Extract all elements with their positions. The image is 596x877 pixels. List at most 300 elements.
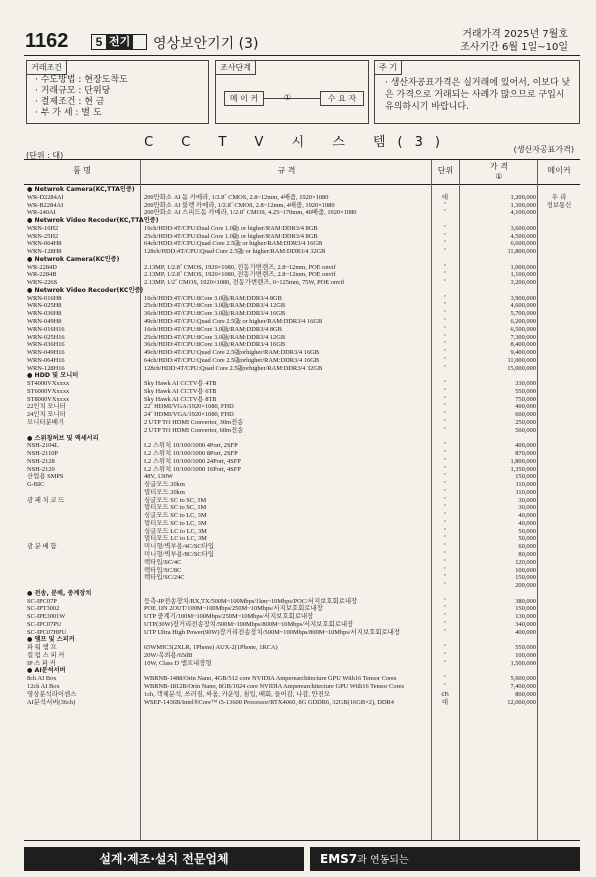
item-unit: ″ <box>443 596 447 605</box>
item-price: 8,400,000 <box>510 341 536 349</box>
condition-item: · 수도방법 : 현장도착도 <box>35 75 128 85</box>
item-price: 11,800,000 <box>507 248 536 256</box>
table-row <box>24 225 580 233</box>
table-row <box>24 613 580 621</box>
publication-issue: 거래가격 2025년 7월호 <box>462 29 568 40</box>
table-row <box>24 699 580 707</box>
item-spec: 싱글모드 20km <box>144 481 185 489</box>
item-price: 110,000 <box>515 488 536 496</box>
item-spec: UTP Ultra High Power(90W)장거리전송장치/500M~100Mbps/800M~10Mbps/서지보호회로내장 <box>144 628 401 636</box>
table-row <box>24 388 580 396</box>
item-name: WRN-016H16 <box>27 325 65 333</box>
item-spec: 2.13MP, 1/2.8˝ CMOS, 1920×1080, 전동가변렌즈, 2.8~12mm, POE onvif <box>144 263 336 271</box>
item-unit: ″ <box>443 262 447 271</box>
item-unit: ″ <box>443 402 447 411</box>
table-row <box>24 512 580 520</box>
table-section-row <box>24 435 580 443</box>
item-unit: ″ <box>443 503 447 512</box>
table-row <box>24 442 580 450</box>
item-spec: 64ch/HDD:4T/CPU:Quad Core 2.5㎓orhigher/RAM:DDR3/4 16GB <box>144 356 320 364</box>
item-spec: 멀티모드 SC to SC, 3M <box>144 504 207 512</box>
ad-ems7-rest: 과 연동되는 <box>357 855 409 866</box>
item-unit: ″ <box>443 526 447 535</box>
item-spec: 싱글모드 LC to LC, 3M <box>144 527 207 535</box>
item-price: 870,000 <box>515 450 536 458</box>
item-price: 3,200,000 <box>510 279 536 287</box>
section-heading: ● Netwrok Video Recoder(KC인증) <box>27 286 144 294</box>
stage-supplier: 메 이 커 <box>224 91 264 106</box>
item-price: 1,500,000 <box>510 659 536 667</box>
item-price: 400,000 <box>515 628 536 636</box>
item-unit: ″ <box>443 363 447 372</box>
table-row <box>24 481 580 489</box>
item-price: 130,000 <box>515 613 536 621</box>
table-row <box>24 450 580 458</box>
item-price: 250,000 <box>515 418 536 426</box>
item-spec: POE 1IN 2OUT/100M~100Mbps/250M~10Mbps/서지보호회로내장 <box>144 605 323 613</box>
item-name: 8ch AI Box <box>27 675 57 683</box>
item-price: 15,000,000 <box>507 364 536 372</box>
item-unit: ″ <box>443 231 447 240</box>
col-price-marker: ① <box>495 172 503 181</box>
item-unit: ″ <box>443 379 447 388</box>
stage-marker: ① <box>284 93 292 102</box>
item-name: 12ch AI Box <box>27 683 60 690</box>
item-spec: 10W, Class D 앰프내장형 <box>144 659 212 667</box>
item-unit: ″ <box>443 309 447 318</box>
item-unit: ″ <box>443 456 447 465</box>
item-price: 400,000 <box>515 442 536 450</box>
table-row <box>24 365 580 373</box>
item-unit: ″ <box>443 464 447 473</box>
item-unit: ″ <box>443 581 447 590</box>
item-unit: ″ <box>443 480 447 489</box>
item-spec: 128ch/HDD:4T/CPU:Quad Core 2.5㎓orhigher/RAM:DDR3/4 32GB <box>144 364 323 372</box>
item-price: 750,000 <box>515 395 536 403</box>
item-name: 컬 럼 스 피 커 <box>27 651 65 659</box>
item-name: NSH-2128 <box>27 457 55 465</box>
item-unit: ″ <box>443 425 447 434</box>
item-name: WR-240AI <box>27 209 56 217</box>
item-unit: ″ <box>443 472 447 481</box>
survey-stage-box <box>215 60 369 124</box>
condition-item: · 부 가 세 : 별 도 <box>35 108 102 118</box>
page-header <box>0 0 596 58</box>
item-spec: UTP(30W)장거리전송장치/500M~100Mbps/800M~10Mbps/서지보호회로내장 <box>144 620 354 628</box>
note-text: · 생산자공표가격은 실거래에 있어서, 이보다 낮은 가격으로 거래되는 사례가 많으므로 구입시 유의하시기 바랍니다. <box>385 78 571 112</box>
item-price: 340,000 <box>515 620 536 628</box>
table-row <box>24 652 580 660</box>
table-row <box>24 466 580 474</box>
item-spec: L2 스위치 10/100/1000 24Port, 4SFP <box>144 457 241 465</box>
item-name: WRN-016H8 <box>27 294 62 302</box>
table-row <box>24 419 580 427</box>
item-unit: ″ <box>443 348 447 357</box>
section-heading: ● 스위칭허브 및 액세서리 <box>27 434 99 442</box>
item-name: ST4000VXxxxx <box>27 380 70 388</box>
item-unit: 대 <box>441 697 449 706</box>
table-section-row <box>24 590 580 598</box>
item-spec: 200만화소 AI 스피드돔 카메라, 1/2.8˝ CMOS, 4.25~170mm, 40배줌, 1920×1080 <box>144 209 357 217</box>
source-label: (생산자공표가격) <box>513 145 574 154</box>
item-maker: 우 리 <box>551 192 567 201</box>
item-unit: ″ <box>443 317 447 326</box>
table-row <box>24 427 580 435</box>
item-name: SC-IPE3001W <box>27 613 66 621</box>
item-unit: ″ <box>443 293 447 302</box>
ad-headline: 설계·제조·설치 전문업체 <box>99 852 229 866</box>
item-name: WRN-064H8 <box>27 240 62 248</box>
item-name: 파 워 앰 프 <box>27 644 57 652</box>
table-row <box>24 302 580 310</box>
item-price: 600,000 <box>515 411 536 419</box>
item-spec: WBRNB-1812B/Orin Nano, 8GB/1024 core NVIDIA Amperearchitecture GPU With16 Tensor Cores <box>144 683 404 690</box>
item-spec: 48V, 130W <box>144 473 173 481</box>
item-spec: 16ch/HDD:4T/CPU:8Core 3.0㎓/RAM:DDR3/4 8GB <box>144 325 282 333</box>
item-spec: L2 스위치 10/100/1000 8Port, 2SFP <box>144 450 238 458</box>
table-row <box>24 574 580 582</box>
item-unit: ″ <box>443 565 447 574</box>
table-row <box>24 248 580 256</box>
item-price: 3,600,000 <box>510 224 536 232</box>
item-price: 11,000,000 <box>507 356 536 364</box>
item-name: WRN-064H16 <box>27 356 65 364</box>
item-name: SC-IPC07PU <box>27 620 62 628</box>
table-row <box>24 310 580 318</box>
item-price: 9,400,000 <box>510 349 536 357</box>
item-unit: ″ <box>443 487 447 496</box>
ad-ems7-brand: EMS7 <box>320 852 358 866</box>
item-unit: ″ <box>443 247 447 256</box>
section-heading: ● 전송, 분배, 중계장치 <box>27 589 92 597</box>
survey-stage-tab: 조사단계 <box>216 61 256 75</box>
item-unit: ″ <box>443 208 447 217</box>
item-name: WR-2284B <box>27 271 57 279</box>
item-price: 3,900,000 <box>510 294 536 302</box>
price-table <box>24 159 580 841</box>
col-name-header: 품 명 <box>73 166 91 175</box>
table-row <box>24 194 580 202</box>
table-row <box>24 551 580 559</box>
item-spec: Sky Hawk AI CCTV용 6TB <box>144 387 217 395</box>
table-section-row <box>24 372 580 380</box>
item-spec: 1ch, 객체분석, 쓰러짐, 싸움, 카운팅, 침입, 배회, 들어감, 나감, 안전모 <box>144 690 331 698</box>
item-unit: ″ <box>443 619 447 628</box>
table-section-row <box>24 287 580 295</box>
item-name: 24인치 모니터 <box>27 411 66 419</box>
item-spec: 멀티모드 20km <box>144 488 185 496</box>
item-name: NSH-2104L <box>27 442 59 450</box>
item-spec: 128ch/HDD:4T/CPU:Quad Core 2.5㎓ or higher/RAM:DDR3/4 32GB <box>144 248 326 256</box>
item-unit: ″ <box>443 386 447 395</box>
table-row <box>24 683 580 691</box>
unit-label: (단위 : 대) <box>26 151 64 160</box>
table-row <box>24 318 580 326</box>
item-name: WRN-049H8 <box>27 318 62 326</box>
item-price: 330,000 <box>515 380 536 388</box>
item-unit: ″ <box>443 239 447 248</box>
item-unit: ″ <box>443 674 447 683</box>
item-name: WRN-25H2 <box>27 232 59 240</box>
item-name: NSH-2120 <box>27 465 55 473</box>
item-spec: 65WMIC3(2XLR, 1Phone) AUX-2(1Phone, 1RCA) <box>144 644 278 652</box>
item-name: WRN-128H8 <box>27 248 62 256</box>
item-unit: ″ <box>443 410 447 419</box>
item-unit: ″ <box>443 301 447 310</box>
item-price: 40,000 <box>518 512 536 520</box>
item-price: 50,000 <box>518 535 536 543</box>
item-spec: 25ch/HDD:4T/CPU:8Core 3.0㎓/RAM:DDR3/4 12GB <box>144 302 286 310</box>
note-box <box>374 60 580 124</box>
item-price: 1,300,000 <box>510 201 536 209</box>
item-unit: ″ <box>443 518 447 527</box>
item-spec: 2.13MP, 1/2.8˝ CMOS, 1920×1080, 전동가변렌즈, 2.8~12mm, POE onvif <box>144 271 336 279</box>
item-name: 영상분석라이센스 <box>27 690 77 698</box>
table-row <box>24 295 580 303</box>
table-row <box>24 691 580 699</box>
item-price: 30,000 <box>518 504 536 512</box>
item-spec: 싱글모드 SC to SC, 3M <box>144 496 207 504</box>
item-unit: ″ <box>443 340 447 349</box>
item-unit: ″ <box>443 643 447 652</box>
table-section-row <box>24 667 580 675</box>
item-unit: ″ <box>443 200 447 209</box>
section-title: 영상보안기기 (3) <box>153 36 259 52</box>
item-name: ST6000VXxxxx <box>27 387 70 395</box>
item-spec: 24˝ HDMI/VGA/1920×1080, FHD <box>144 411 234 419</box>
header-rule <box>24 55 580 56</box>
item-price: 4,500,000 <box>510 232 536 240</box>
page-number: 1162 <box>25 30 69 52</box>
company-ad <box>24 847 304 871</box>
item-price: 1,800,000 <box>510 457 536 465</box>
item-unit: ″ <box>443 682 447 690</box>
item-unit: ″ <box>443 549 447 558</box>
item-name: WR-2284D <box>27 263 57 271</box>
item-unit: ″ <box>443 573 447 582</box>
item-spec: 싱글모드 SC to LC, 3M <box>144 512 207 520</box>
item-name: G-BIC <box>27 481 45 489</box>
item-unit: ″ <box>443 650 447 659</box>
col-remark-header: 메이커 <box>547 166 571 175</box>
item-spec: 미니형/벽부용/8C/SC타입 <box>144 550 214 558</box>
item-price: 550,000 <box>515 644 536 652</box>
item-spec: UTP 중계기/100M~100Mbps/250M~10Mbps/서지보호회로내장 <box>144 613 314 621</box>
item-spec: 랙타입/SC/4C <box>144 558 182 566</box>
item-spec: 2 UTP TO HDMI Convertor, 30m전송 <box>144 418 244 426</box>
item-spec: WBRNB-1488/Orin Nano, 4GB/512 core NVIDIA Amperearchitecture GPU With16 Tensor Cores <box>144 675 397 683</box>
trade-conditions-box <box>26 60 209 124</box>
item-unit: ″ <box>443 557 447 566</box>
item-price: 150,000 <box>515 574 536 582</box>
section-heading: ● Netwrok Video Recoder(KC,TTA인증) <box>27 217 159 225</box>
table-row <box>24 605 580 613</box>
item-price: 7,300,000 <box>510 333 536 341</box>
item-name: SC-IPC07HPU <box>27 628 67 636</box>
table-row <box>24 520 580 528</box>
table-section-row <box>24 217 580 225</box>
item-price: 100,000 <box>515 566 536 574</box>
item-price: 4,100,000 <box>510 209 536 217</box>
item-spec: Sky Hawk AI CCTV용 4TB <box>144 380 217 388</box>
item-price: 5,600,000 <box>510 675 536 683</box>
item-price: 1,200,000 <box>510 193 536 201</box>
item-spec: 25ch/HDD:4T/CPU:8Core 3.0㎓/RAM:DDR3/4 12GB <box>144 333 286 341</box>
item-name: WR-B2284AI <box>27 201 64 209</box>
item-name: WRN-226S <box>27 279 58 287</box>
table-section-row <box>24 636 580 644</box>
item-name: 산업용 SMPS <box>27 473 64 481</box>
section-heading: ● Netwrok Camera(KC,TTA인증) <box>27 186 135 193</box>
item-price: 6,500,000 <box>510 325 536 333</box>
item-name: WRN-036H8 <box>27 310 62 318</box>
item-spec: 랙타입/SC/24C <box>144 574 185 582</box>
item-spec: 2 UTP TO HDMI Convertor, 60m전송 <box>144 426 244 434</box>
table-row <box>24 341 580 349</box>
ems7-ad <box>310 847 580 871</box>
item-unit: ″ <box>443 324 447 333</box>
section-badge <box>91 34 147 50</box>
item-name: ST8000VXxxxx <box>27 395 70 403</box>
item-price: 60,000 <box>518 543 536 551</box>
table-row <box>24 582 580 590</box>
table-row <box>24 504 580 512</box>
item-unit: ″ <box>443 270 447 279</box>
table-row <box>24 497 580 505</box>
item-name: 22인치 모니터 <box>27 403 66 411</box>
table-row <box>24 279 580 287</box>
item-unit: ″ <box>443 355 447 364</box>
item-price: 50,000 <box>518 527 536 535</box>
item-unit: ″ <box>443 278 447 287</box>
stage-demander: 수 요 자 <box>320 91 364 106</box>
item-price: 150,000 <box>515 605 536 613</box>
item-spec: 36ch/HDD:4T/CPU:8Core 3.0㎓/RAM:DDR3/4 16GB <box>144 341 286 349</box>
table-row <box>24 380 580 388</box>
table-row <box>24 567 580 575</box>
item-name: WRN-036H16 <box>27 341 65 349</box>
item-unit: ″ <box>443 223 447 232</box>
item-spec: 16ch/HDD:4T/CPU:Dual Core 1.0㎓ or higher/RAM:DDR3/4 8GB <box>144 224 318 232</box>
item-price: 550,000 <box>515 387 536 395</box>
table-section-row <box>24 186 580 194</box>
table-row <box>24 411 580 419</box>
item-unit: ″ <box>443 495 447 504</box>
item-spec: 200만화소 AI 돔 카메라, 1/2.8˝ CMOS, 2.8~12mm, 4배줌, 1920×1080 <box>144 193 329 201</box>
item-spec: 22˝ HDMI/VGA/1920×1080, FHD <box>144 403 234 411</box>
table-row <box>24 473 580 481</box>
table-row <box>24 334 580 342</box>
item-unit: ″ <box>443 658 447 667</box>
table-row <box>24 209 580 217</box>
item-unit: ″ <box>443 511 447 520</box>
item-price: 120,000 <box>515 558 536 566</box>
item-unit: ″ <box>443 534 447 543</box>
item-spec: 20W/옥외용/65dB <box>144 651 193 659</box>
table-row <box>24 349 580 357</box>
item-maker: 정보통신 <box>546 200 572 209</box>
table-row <box>24 326 580 334</box>
table-row <box>24 644 580 652</box>
item-spec: 랙타입/SC/8C <box>144 566 182 574</box>
trade-conditions-list <box>35 75 128 119</box>
item-name: AI분석서버(36ch) <box>27 698 76 706</box>
item-price: 150,000 <box>515 473 536 481</box>
item-name: SC-IPC07P <box>27 597 57 605</box>
item-unit: ″ <box>443 604 447 613</box>
table-row <box>24 559 580 567</box>
trade-conditions-tab: 거래조건 <box>27 61 67 75</box>
item-unit: ″ <box>443 627 447 636</box>
table-title: C C T V 시 스 템(3) <box>144 135 452 150</box>
table-row <box>24 357 580 365</box>
item-spec: L2 스위치 10/100/1000 4Port, 2SFP <box>144 442 238 450</box>
note-tab: 주 기 <box>375 61 402 75</box>
item-spec: 36ch/HDD:4T/CPU:8Core 3.0㎓/RAM:DDR3/4 16GB <box>144 310 286 318</box>
table-row <box>24 240 580 248</box>
item-price: 12,000,000 <box>507 698 536 706</box>
table-row <box>24 403 580 411</box>
table-header <box>24 160 580 185</box>
table-row <box>24 543 580 551</box>
item-unit: ch <box>441 689 449 698</box>
item-price: 1,350,000 <box>510 465 536 473</box>
item-price: 7,400,000 <box>510 683 536 690</box>
section-name: 전기 <box>106 34 133 50</box>
item-price: 30,000 <box>518 496 536 504</box>
table-body <box>24 186 580 706</box>
table-row <box>24 528 580 536</box>
item-name: WRN-128H16 <box>27 364 65 372</box>
table-row <box>24 660 580 668</box>
item-unit: ″ <box>443 394 447 403</box>
item-price: 100,000 <box>515 651 536 659</box>
item-unit: ″ <box>443 542 447 551</box>
table-row <box>24 458 580 466</box>
table-row <box>24 396 580 404</box>
item-spec: 25ch/HDD:4T/CPU:Dual Core 1.0㎓ or higher/RAM:DDR3/4 8GB <box>144 232 318 240</box>
section-heading: ● Netwrok Camera(KC인증) <box>27 255 120 263</box>
item-name: WR-D2284AI <box>27 193 64 201</box>
item-spec: 멀티모드 SC to LC, 3M <box>144 519 207 527</box>
item-spec: 49ch/HDD:4T/CPU:Quad Core 2.5㎓ or higher/RAM:DDR3/4 16GB <box>144 318 323 326</box>
table-row <box>24 675 580 683</box>
item-spec: L2 스위치 10/100/1000 16Port, 4SFP <box>144 465 241 473</box>
item-spec: 미니형/벽부용/4C/SC타입 <box>144 543 214 551</box>
item-spec: 16ch/HDD:4T/CPU:8Core 3.0㎓/RAM:DDR3/4 8GB <box>144 294 282 302</box>
item-name: SC-IPT3002 <box>27 605 60 613</box>
item-spec: Sky Hawk AI CCTV용 8TB <box>144 395 217 403</box>
item-spec: 2.13MP, 1/2˝ CMOS, 1920×1080, 전동가변렌즈, 6~125mm, 75W, POE onvif <box>144 279 345 287</box>
table-row <box>24 489 580 497</box>
item-price: 80,000 <box>518 550 536 558</box>
item-price: 6,200,000 <box>510 318 536 326</box>
item-name: 모니터분배기 <box>27 418 65 426</box>
condition-item: · 거래규모 : 단위당 <box>35 86 111 96</box>
publication-info <box>460 28 568 54</box>
item-name: WRN-025H16 <box>27 333 65 341</box>
table-section-row <box>24 256 580 264</box>
item-spec: 200만화소 AI 불렛 카메라, 1/2.8˝ CMOS, 2.8~12mm, 4배줌, 1920×1080 <box>144 201 335 209</box>
col-unit-header: 단위 <box>437 166 454 175</box>
item-name: 광 패 치 코 드 <box>27 496 65 504</box>
item-price: 800,000 <box>515 690 536 698</box>
section-heading: ● AI분석서버 <box>27 667 66 675</box>
item-unit: ″ <box>443 417 447 426</box>
item-name: 광 분 배 함 <box>27 543 57 551</box>
condition-item: · 결제조건 : 현 금 <box>35 97 105 107</box>
item-price: 500,000 <box>515 426 536 434</box>
